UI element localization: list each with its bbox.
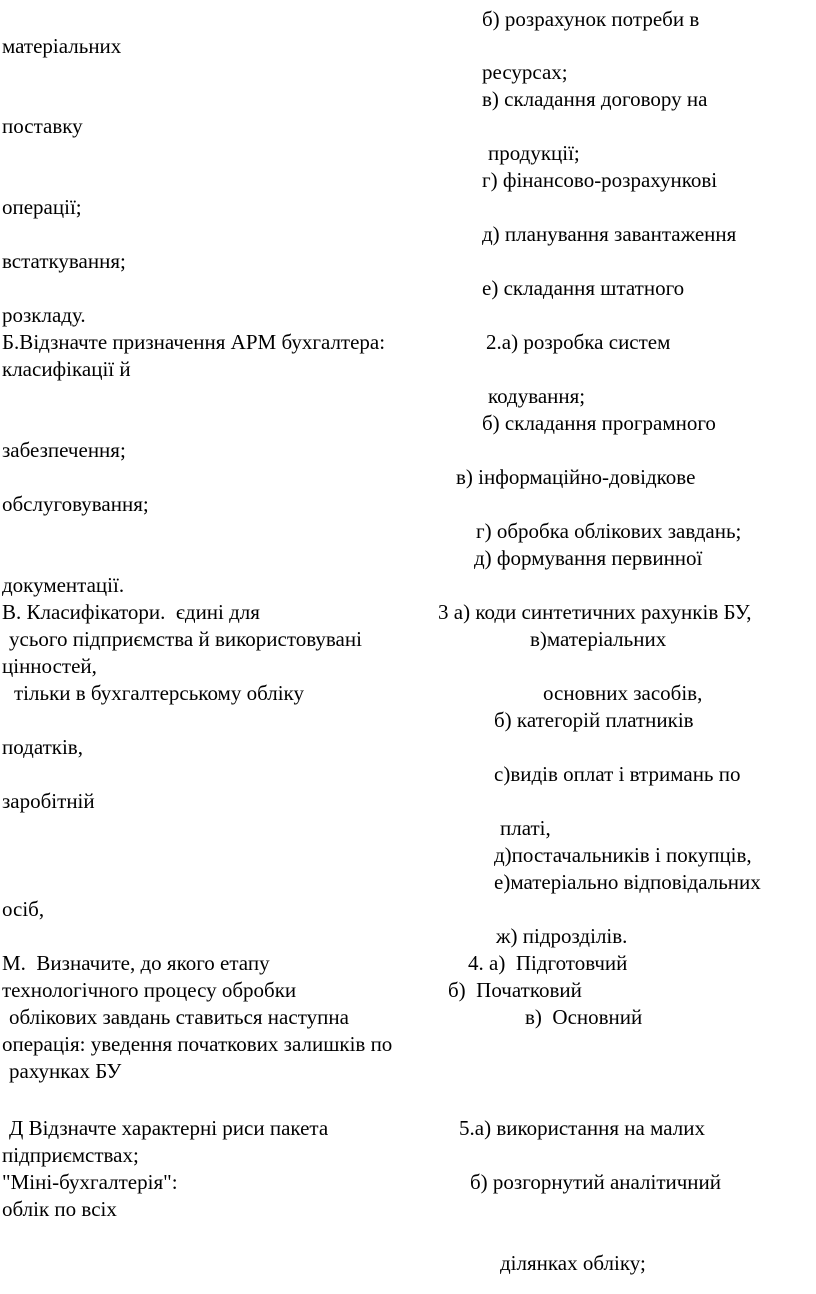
text-line: б) категорій платників: [494, 708, 694, 732]
text-line: 5.а) використання на малих: [459, 1116, 705, 1140]
text-line: облікових завдань ставиться наступна: [9, 1005, 349, 1029]
text-line: ділянках обліку;: [500, 1251, 646, 1275]
text-line: 3 а) коди синтетичних рахунків БУ,: [438, 600, 752, 624]
text-line: усього підприємства й використовувані: [9, 627, 362, 651]
text-line: ресурсах;: [482, 60, 568, 84]
text-line: е)матеріально відповідальних: [494, 870, 761, 894]
text-line: матеріальних: [2, 34, 122, 58]
text-line: Д Відзначте характерні риси пакета: [9, 1116, 329, 1140]
text-line: платі,: [500, 816, 551, 840]
text-line: цінностей,: [2, 654, 97, 678]
text-line: б) розрахунок потреби в: [482, 7, 700, 31]
text-line: рахунках БУ: [9, 1059, 122, 1083]
text-line: "Міні-бухгалтерія":: [2, 1170, 178, 1194]
text-line: облік по всіх: [2, 1197, 117, 1221]
text-line: документації.: [2, 573, 125, 597]
text-line: кодування;: [488, 384, 586, 408]
text-line: обслуговування;: [2, 492, 149, 516]
text-line: б) Початковий: [448, 978, 582, 1002]
text-line: продукції;: [488, 141, 580, 165]
text-line: с)видів оплат і втримань по: [494, 762, 741, 786]
text-line: д) формування первинної: [474, 546, 703, 570]
text-line: в) Основний: [525, 1005, 643, 1029]
text-line: класифікації й: [2, 357, 131, 381]
text-line: е) складання штатного: [482, 276, 685, 300]
text-line: Б.Відзначте призначення АРМ бухгалтера:: [2, 330, 386, 354]
text-line: в) складання договору на: [482, 87, 708, 111]
text-line: тільки в бухгалтерському обліку: [14, 681, 304, 705]
text-line: підприємствах;: [2, 1143, 139, 1167]
text-line: технологічного процесу обробки: [2, 978, 297, 1002]
text-line: ж) підрозділів.: [496, 924, 628, 948]
text-line: д)постачальників і покупців,: [494, 843, 752, 867]
text-line: розкладу.: [2, 303, 86, 327]
text-line: б) розгорнутий аналітичний: [470, 1170, 722, 1194]
text-line: М. Визначите, до якого етапу: [2, 951, 270, 975]
text-line: 4. а) Підготовчий: [468, 951, 628, 975]
text-line: встаткування;: [2, 249, 126, 273]
text-line: В. Класифікатори. єдині для: [2, 600, 260, 624]
text-line: в) інформаційно-довідкове: [456, 465, 696, 489]
text-line: б) складання програмного: [482, 411, 716, 435]
text-line: операції;: [2, 195, 82, 219]
text-line: основних засобів,: [543, 681, 703, 705]
text-line: 2.а) розробка систем: [486, 330, 671, 354]
text-line: заробітній: [2, 789, 95, 813]
text-line: г) фінансово-розрахункові: [482, 168, 718, 192]
text-line: осіб,: [2, 897, 45, 921]
text-line: податків,: [2, 735, 83, 759]
text-line: забезпечення;: [2, 438, 126, 462]
text-line: операція: уведення початкових залишків по: [2, 1032, 393, 1056]
text-line: д) планування завантаження: [482, 222, 737, 246]
text-line: г) обробка облікових завдань;: [476, 519, 742, 543]
text-line: поставку: [2, 114, 83, 138]
text-line: в)матеріальних: [530, 627, 667, 651]
